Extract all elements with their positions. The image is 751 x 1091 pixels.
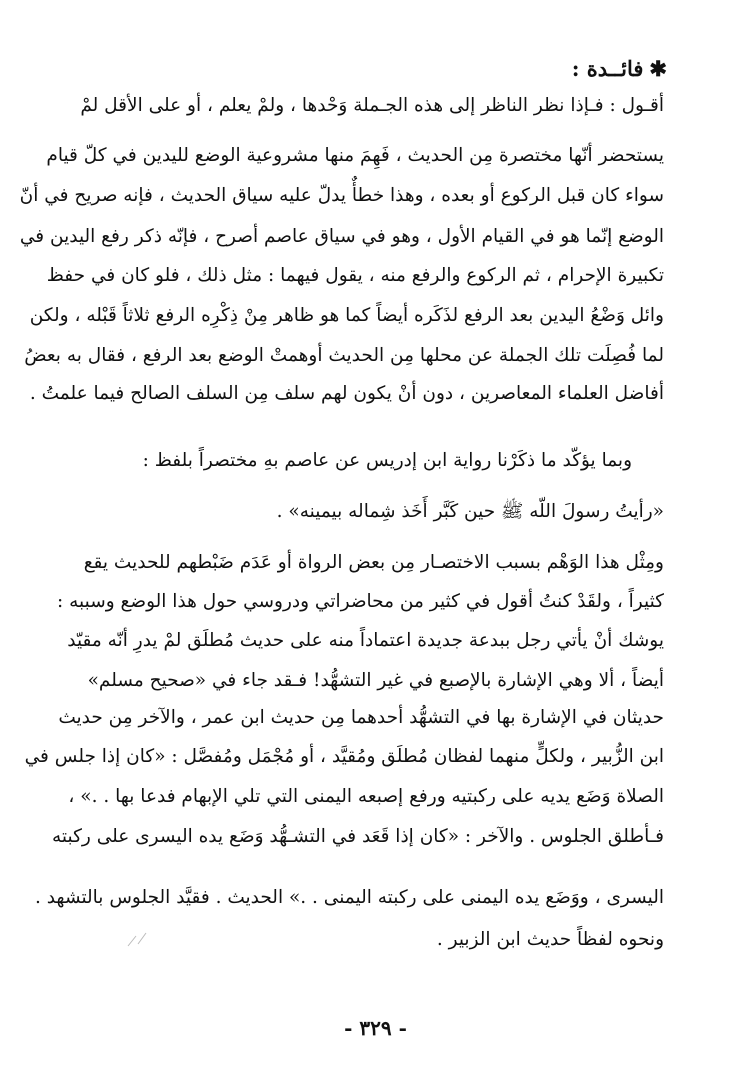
text-line-8: أفاضل العلماء المعاصرين ، دون أنْ يكون لهم سلف مِن السلف الصالح فيما علمتُ . bbox=[29, 383, 664, 404]
text-line-19: اليسرى ، ووَضَع يده اليمنى على ركبته اليمنى . .» الحديث . فقيَّد الجلوس بالتشهد . bbox=[34, 887, 664, 908]
text-line-2: يستحضر أنّها مختصرة مِن الحديث ، فَهِمَ منها مشروعية الوضع لليدين في كلّ قيام bbox=[46, 145, 664, 166]
text-line-3: سواء كان قبل الركوع أو بعده ، وهذا خطأٌ يدلّ عليه سياق الحديث ، فإنه صريح في أنّ bbox=[19, 185, 664, 206]
text-line-1: أقـول : فـإذا نظر الناظر إلى هذه الجـملة وَحْدها ، ولمْ يعلم ، أو على الأقل لمْ bbox=[80, 95, 664, 116]
text-line-17: الصلاة وَضَع يديه على ركبتيه ورفع إصبعه اليمنى التي تلي الإبهام فدعا بها . .» ، bbox=[68, 786, 664, 807]
text-line-16: ابن الزُّبير ، ولكلٍّ منهما لفظان مُطلَق ومُقيَّد ، أو مُجْمَل ومُفصَّل : «كان إذا جلس في bbox=[24, 746, 664, 767]
pencil-mark-icon bbox=[124, 930, 154, 948]
text-line-9: وبما يؤكّد ما ذكَرْنا رواية ابن إدريس عن عاصم بهِ مختصراً بلفظ : bbox=[142, 450, 632, 471]
hadith-quote: «رأيتُ رسولَ اللّه ﷺ حين كَبَّر أَخَذ شِماله بيمينه» . bbox=[276, 501, 664, 522]
section-heading bbox=[572, 56, 667, 81]
text-line-18: فـأطلق الجلوس . والآخر : «كان إذا قَعَد في التشـهُّد وَضَع يده اليسرى على ركبته bbox=[52, 826, 664, 847]
text-line-11: ومِثْل هذا الوَهْم بسبب الاختصـار مِن بعض الرواة أو عَدَم ضَبْطهم للحديث يقع bbox=[83, 552, 664, 573]
text-line-5: تكبيرة الإحرام ، ثم الركوع والرفع منه ، يقول فيهما : مثل ذلك ، فلو كان في حفظ bbox=[46, 265, 664, 286]
text-line-12: كثيراً ، ولقَدْ كنتُ أقول في كثير من محاضراتي ودروسي حول هذا الوضع وسببه : bbox=[57, 591, 664, 612]
heading-title: فائــدة : bbox=[571, 56, 644, 81]
page-number: - ٣٢٩ - bbox=[344, 1016, 407, 1040]
text-line-13: يوشك أنْ يأتي رجل ببدعة جديدة اعتماداً منه على حديث مُطلَق لمْ يدرِ أنّه مقيّد bbox=[67, 630, 664, 651]
text-line-6: وائل وَضْعُ اليدين بعد الرفع لذَكَره أيضاً كما هو ظاهر مِنْ ذِكْرِه الرفع ثلاثاً قَبْله ، ولكن bbox=[29, 305, 664, 326]
text-line-7: لما فُصِلَت تلك الجملة عن محلها مِن الحديث أوهمتْ الوضع بعد الرفع ، فقال به بعضُ bbox=[24, 345, 664, 366]
asterisk-icon: ✱ bbox=[649, 56, 667, 81]
text-line-20: ونحوه لفظاً حديث ابن الزبير . bbox=[436, 929, 664, 950]
text-line-4: الوضع إنّما هو في القيام الأول ، وهو في سياق عاصم أصرح ، فإنّه ذكر رفع اليدين في bbox=[19, 226, 664, 247]
text-line-14: أيضاً ، ألا وهي الإشارة بالإصبع في غير التشهُّد! فـقد جاء في «صحيح مسلم» bbox=[87, 670, 664, 691]
text-line-15: حديثان في الإشارة بها في التشهُّد أحدهما مِن حديث ابن عمر ، والآخر مِن حديث bbox=[58, 707, 664, 728]
